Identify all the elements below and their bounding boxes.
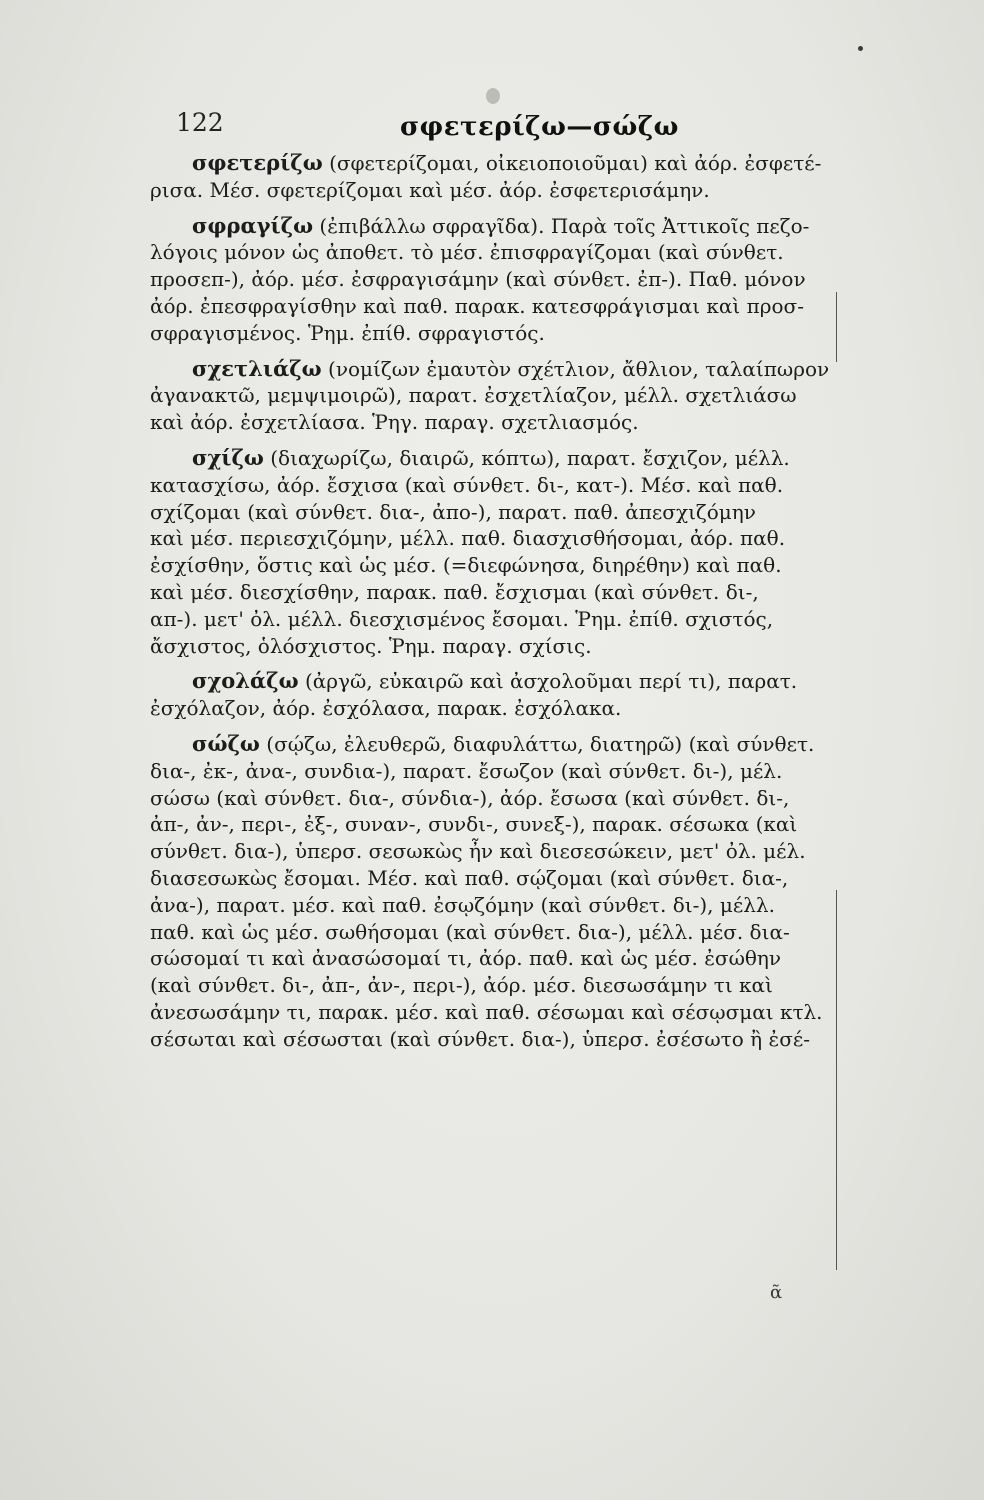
entry-line: διασεσωκὼς ἔσομαι. Μέσ. καὶ παθ. σῴζομαι (καὶ σύνθετ. δια-, xyxy=(150,865,789,890)
entry-line: λόγοις μόνον ὡς ἀποθετ. τὸ μέσ. ἐπισφραγίζομαι (καὶ σύνθετ. xyxy=(150,240,784,265)
entry-line: (καὶ σύνθετ. δι-, ἀπ-, ἀν-, περι-), ἀόρ. μέσ. διεσωσάμην τι καὶ xyxy=(150,973,773,998)
entry-line: ἀόρ. ἐπεσφραγίσθην καὶ παθ. παρακ. κατεσφράγισμαι καὶ προσ- xyxy=(150,293,804,318)
entry-line: σώσομαί τι καὶ ἀνασώσομαί τι, ἀόρ. παθ. καὶ ὡς μέσ. ἐσώθην xyxy=(150,946,782,971)
entry-line: ἀπ-, ἀν-, περι-, ἐξ-, συναν-, συνδι-, συνεξ-), παρακ. σέσωκα (καὶ xyxy=(150,812,798,837)
margin-rule xyxy=(836,890,837,1270)
headword: σώζω xyxy=(192,730,260,756)
entry-line: σφραγισμένος. Ῥημ. ἐπίθ. σφραγιστός. xyxy=(150,320,545,345)
entry-sozo xyxy=(150,731,830,1053)
entry-line: σώσω (καὶ σύνθετ. δια-, σύνδια-), ἀόρ. ἔσωσα (καὶ σύνθετ. δι-, xyxy=(150,785,790,810)
entry-line: σχολάζω (ἀργῶ, εὐκαιρῶ καὶ ἀσχολοῦμαι περί τι), παρατ. xyxy=(192,668,798,694)
page-number: 122 xyxy=(176,108,224,137)
entry-sfragizo xyxy=(150,213,830,347)
entry-line: ρισα. Μέσ. σφετερίζομαι καὶ μέσ. ἀόρ. ἐσφετερισάμην. xyxy=(150,177,710,202)
headword: σχίζω xyxy=(192,444,264,470)
entry-line: σύνθετ. δια-), ὑπερσ. σεσωκὼς ἦν καὶ διεσεσώκειν, μετ' ὀλ. μέλ. xyxy=(150,839,806,864)
running-head: σφετερίζω—σώζω xyxy=(400,112,679,142)
entry-line: ἐσχίσθην, ὅστις καὶ ὡς μέσ. (=διεφώνησα, διηρέθην) καὶ παθ. xyxy=(150,553,782,578)
entry-line: παθ. καὶ ὡς μέσ. σωθήσομαι (καὶ σύνθετ. δια-), μέλλ. μέσ. δια- xyxy=(150,919,790,944)
entry-line: ἀγανακτῶ, μεμψιμοιρῶ), παρατ. ἐσχετλίαζον, μέλλ. σχετλιάσω xyxy=(150,383,797,408)
entry-line: καὶ ἀόρ. ἐσχετλίασα. Ῥηγ. παραγ. σχετλιασμός. xyxy=(150,410,639,435)
headword: σχολάζω xyxy=(192,668,299,694)
entry-line: προσεπ-), ἀόρ. μέσ. ἐσφραγισάμην (καὶ σύνθετ. ἐπ-). Παθ. μόνον xyxy=(150,267,806,292)
entry-line: καὶ μέσ. περιεσχιζόμην, μέλλ. παθ. διασχισθήσομαι, ἀόρ. παθ. xyxy=(150,526,786,551)
entry-line: σχίζομαι (καὶ σύνθετ. δια-, ἀπο-), παρατ. παθ. ἀπεσχιζόμην xyxy=(150,499,756,524)
entry-line: ἐσχόλαζον, ἀόρ. ἐσχόλασα, παρακ. ἐσχόλακα. xyxy=(150,696,622,721)
entry-line: σφραγίζω (ἐπιβάλλω σφραγῖδα). Παρὰ τοῖς Ἀττικοῖς πεζο- xyxy=(192,212,810,238)
entry-line: ἀνα-), παρατ. μέσ. καὶ παθ. ἐσῳζόμην (καὶ σύνθετ. δι-), μέλλ. xyxy=(150,892,775,917)
entry-line: ἄσχιστος, ὁλόσχιστος. Ῥημ. παραγ. σχίσις. xyxy=(150,633,592,658)
entry-line: ἀνεσωσάμην τι, παρακ. μέσ. καὶ παθ. σέσωμαι καὶ σέσῳσμαι κτλ. xyxy=(150,999,823,1024)
entry-scholazo xyxy=(150,668,830,722)
headword: σφραγίζω xyxy=(192,212,314,238)
entry-line: σχίζω (διαχωρίζω, διαιρῶ, κόπτω), παρατ. ἔσχιζον, μέλλ. xyxy=(192,444,790,470)
headword: σχετλιάζω xyxy=(192,355,322,381)
entry-line: κατασχίσω, ἀόρ. ἔσχισα (καὶ σύνθετ. δι-, κατ-). Μέσ. καὶ παθ. xyxy=(150,472,784,497)
margin-rule xyxy=(836,292,837,362)
entry-line: απ-). μετ' ὀλ. μέλλ. διεσχισμένος ἔσομαι. Ῥημ. ἐπίθ. σχιστός, xyxy=(150,606,774,631)
entry-line: καὶ μέσ. διεσχίσθην, παρακ. παθ. ἔσχισμαι (καὶ σύνθετ. δι-, xyxy=(150,579,759,604)
paper-stain xyxy=(486,88,500,104)
headword: σφετερίζω xyxy=(192,150,323,175)
entry-line: σφετερίζω (σφετερίζομαι, οἰκειοποιοῦμαι) καὶ ἀόρ. ἐσφετέ- xyxy=(192,150,822,175)
dictionary-text xyxy=(150,150,830,1053)
entry-line: σέσωται καὶ σέσωσται (καὶ σύνθετ. δια-), ὑπερσ. ἐσέσωτο ἢ ἐσέ- xyxy=(150,1026,810,1051)
entry-schizo xyxy=(150,445,830,659)
catchword: ᾶ xyxy=(770,1282,783,1303)
entry-line: σώζω (σῴζω, ἐλευθερῶ, διαφυλάττω, διατηρῶ) (καὶ σύνθετ. xyxy=(192,730,815,756)
ink-dot xyxy=(858,46,863,51)
entry-sfeterizo xyxy=(150,150,830,204)
entry-line: σχετλιάζω (νομίζων ἐμαυτὸν σχέτλιον, ἄθλιον, ταλαίπωρον xyxy=(192,355,830,381)
entry-line: δια-, ἐκ-, ἀνα-, συνδια-), παρατ. ἔσωζον (καὶ σύνθετ. δι-), μέλ. xyxy=(150,758,783,783)
entry-schetliazo xyxy=(150,356,830,436)
